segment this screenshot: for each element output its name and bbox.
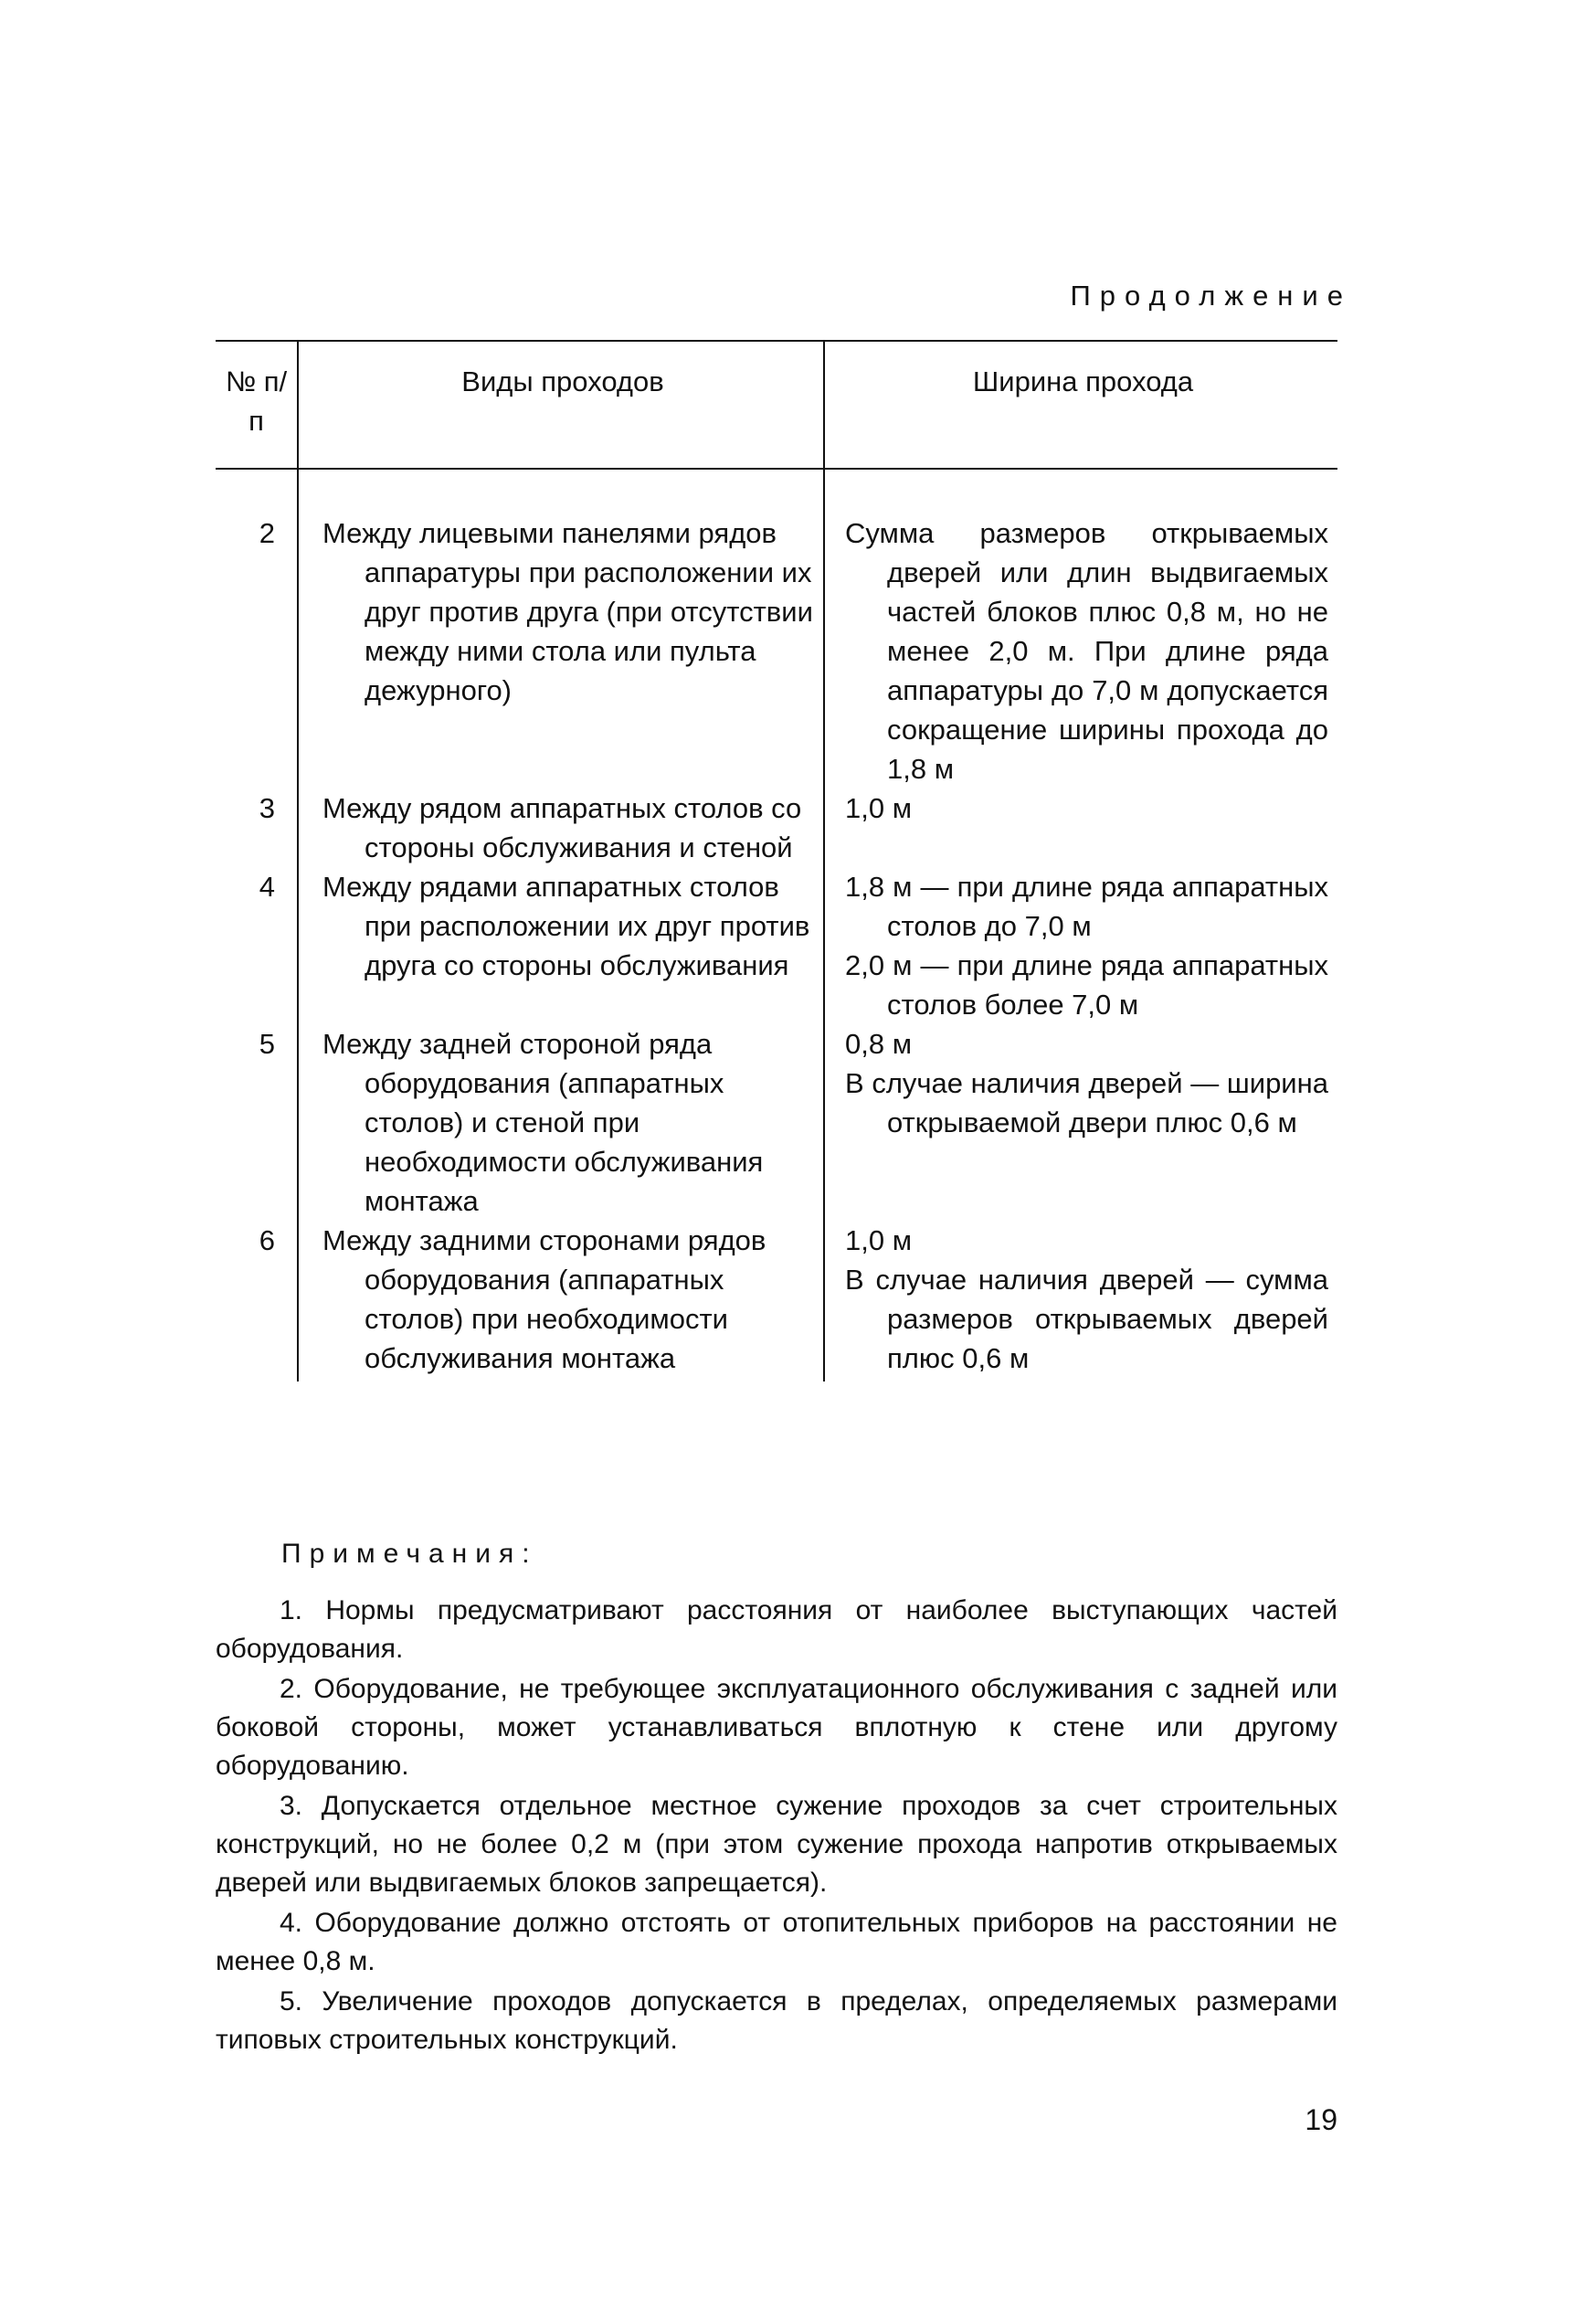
row-number: 6 [259, 1224, 275, 1256]
passage-width-cell [824, 1221, 1337, 1381]
note-item: 4. Оборудование должно отстоять от отопительных приборов на расстоянии не менее 0,8 м. [216, 1908, 1337, 1976]
page-number: 19 [1305, 2103, 1337, 2136]
table-row [216, 469, 1337, 789]
passage-kind-text: Между задними сторонами рядов оборудования (аппаратных столов) при необходимости обслуживания монтажа [322, 1224, 766, 1374]
passage-kind-text: Между задней стороной ряда оборудования (аппаратных столов) и стеной при необходимости обслуживания монтажа [322, 1028, 764, 1217]
row-number: 3 [259, 792, 275, 824]
passage-width-text: 2,0 м — при длине ряда аппаратных столов более 7,0 м [845, 949, 1328, 1021]
passage-width-text: В случае наличия дверей — ширина открываемой двери плюс 0,6 м [845, 1067, 1328, 1138]
note-item: 5. Увеличение проходов допускается в пределах, определяемых размерами типовых строительных конструкций. [216, 1986, 1337, 2055]
passage-width-cell [824, 1024, 1337, 1221]
header-passage-width: Ширина прохода [824, 341, 1337, 469]
passage-kind-text: Между лицевыми панелями рядов аппаратуры при расположении их друг против друга (при отсутствии между ними стола или пульта дежурного) [322, 517, 813, 706]
row-number: 5 [259, 1028, 275, 1060]
passage-width-text: 1,8 м — при длине ряда аппаратных столов до 7,0 м [845, 871, 1328, 942]
passage-width-cell [824, 867, 1337, 1024]
passage-width-text: 1,0 м [845, 1224, 913, 1256]
table-header-row [216, 341, 1337, 469]
continuation-label: Продолжение [1070, 280, 1352, 312]
passage-kind-cell [298, 1024, 824, 1221]
note-item: 3. Допускается отдельное местное сужение проходов за счет строительных конструкций, но не более 0,2 м (при этом сужение прохода напротив открываемых дверей или выдвигаемых блоков запрещается). [216, 1791, 1337, 1898]
table-row [216, 789, 1337, 867]
row-number: 4 [259, 871, 275, 903]
notes-heading: Примечания: [281, 1539, 538, 1569]
passage-width-table [216, 340, 1337, 1381]
passage-width-text: В случае наличия дверей — сумма размеров открываемых дверей плюс 0,6 м [845, 1264, 1328, 1374]
notes-list [216, 1592, 1337, 2061]
table-row [216, 867, 1337, 1024]
passage-kind-text: Между рядами аппаратных столов при расположении их друг против друга со стороны обслуживания [322, 871, 810, 981]
note-item: 1. Нормы предусматривают расстояния от наиболее выступающих частей оборудования. [216, 1595, 1337, 1664]
passage-kind-cell [298, 789, 824, 867]
passage-kind-text: Между рядом аппаратных столов со стороны обслуживания и стеной [322, 792, 802, 863]
passage-width-cell [824, 469, 1337, 789]
passage-kind-cell [298, 469, 824, 789]
table-row [216, 1221, 1337, 1381]
row-number: 2 [259, 517, 275, 549]
note-item: 2. Оборудование, не требующее эксплуатационного обслуживания с задней или боковой стороны, может устанавливаться вплотную к стене или другому оборудованию. [216, 1674, 1337, 1781]
passage-width-text: Сумма размеров открываемых дверей или длин выдвигаемых частей блоков плюс 0,8 м, но не менее 2,0 м. При длине ряда аппаратуры до 7,0 м допускается сокращение ширины прохода до 1,8 м [845, 517, 1328, 785]
header-passage-kind: Виды проходов [298, 341, 824, 469]
passage-kind-cell [298, 1221, 824, 1381]
passage-width-text: 0,8 м [845, 1028, 913, 1060]
passage-width-text: 1,0 м [845, 792, 913, 824]
passage-kind-cell [298, 867, 824, 1024]
header-number: № п/п [216, 341, 298, 469]
table-row [216, 1024, 1337, 1221]
passage-width-cell [824, 789, 1337, 867]
